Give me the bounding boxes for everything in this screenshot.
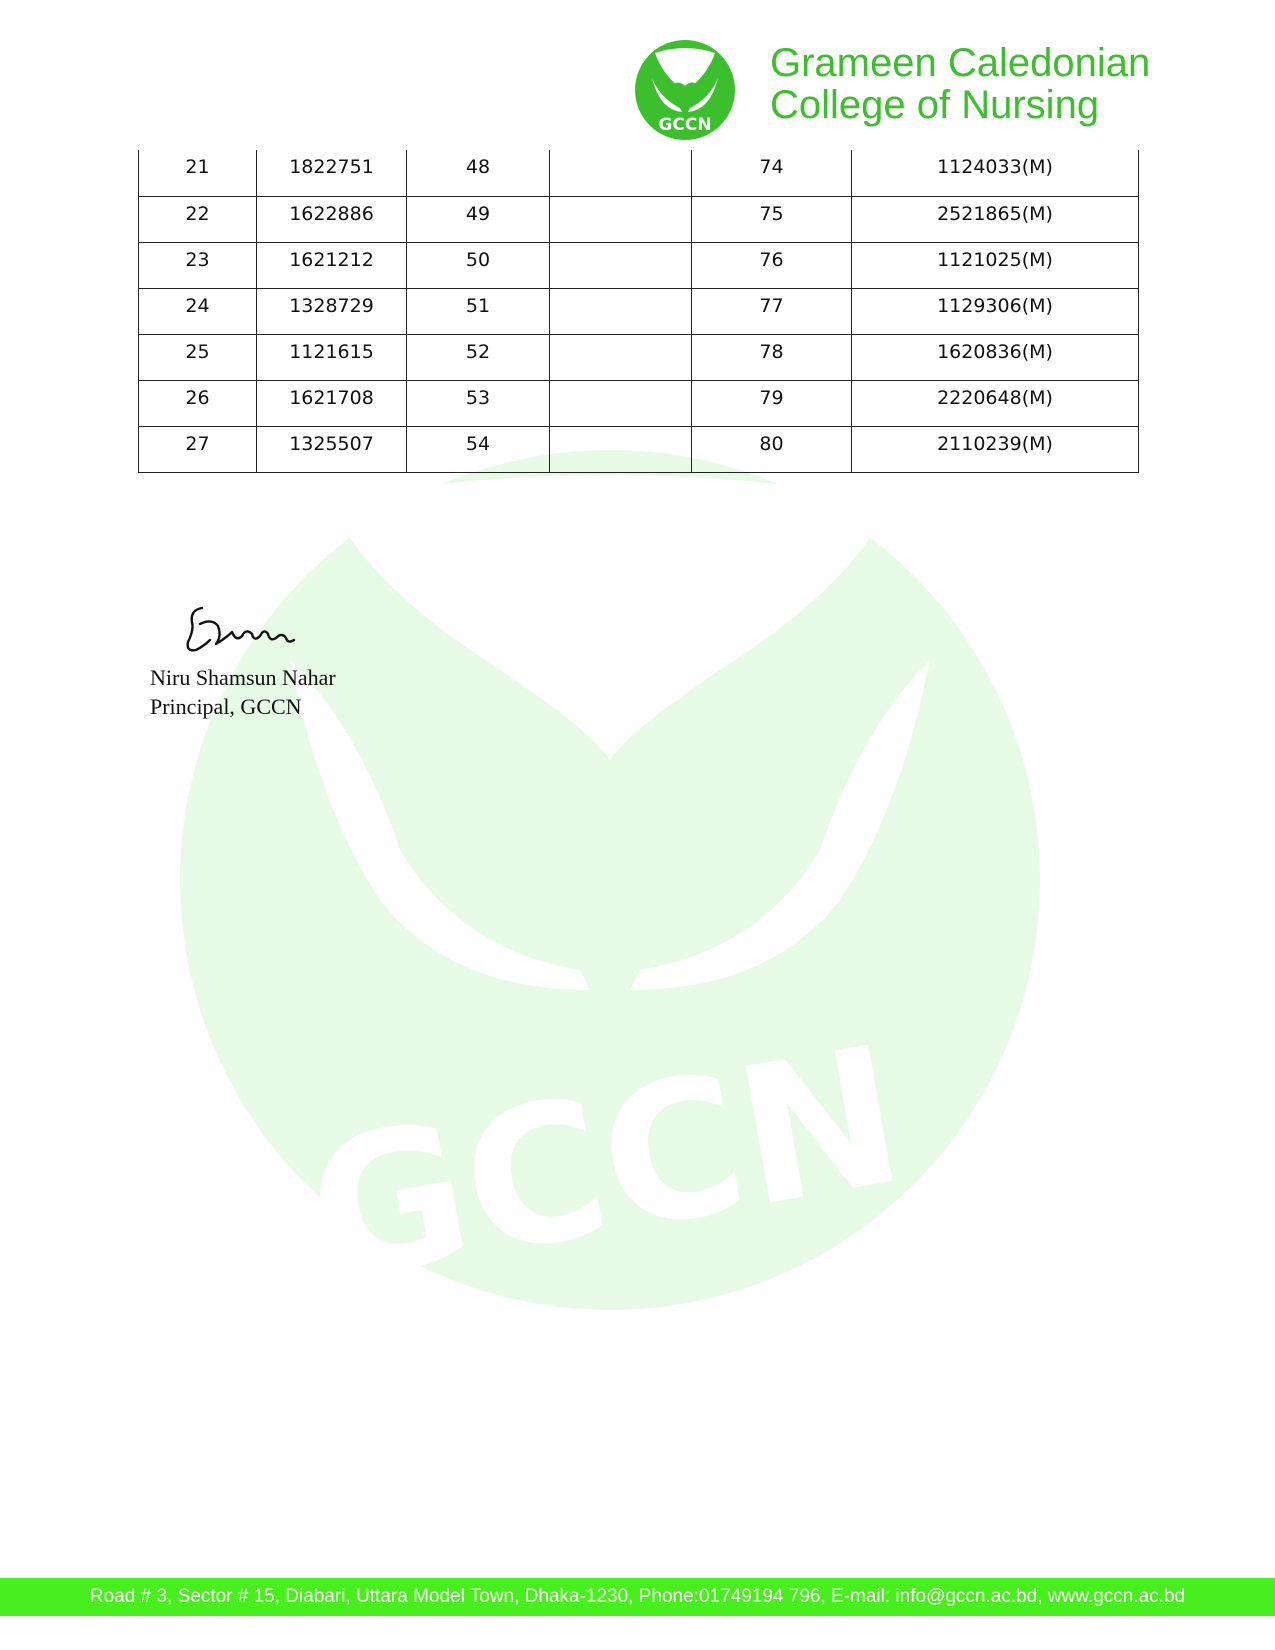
- table-cell: 1621212: [257, 242, 407, 288]
- table-cell: 1124033(M): [852, 150, 1139, 196]
- gccn-logo: [630, 38, 740, 142]
- footer-bar: [0, 1578, 1275, 1616]
- table-cell: 48: [407, 150, 550, 196]
- table-cell: 75: [692, 196, 852, 242]
- college-name: [770, 42, 1150, 126]
- table-cell: 2110239(M): [852, 426, 1139, 472]
- table-cell: 2220648(M): [852, 380, 1139, 426]
- table-cell: 54: [407, 426, 550, 472]
- table-cell: 1620836(M): [852, 334, 1139, 380]
- table-cell: 25: [139, 334, 257, 380]
- table-cell: 74: [692, 150, 852, 196]
- table-cell: 1621708: [257, 380, 407, 426]
- table-cell: 1325507: [257, 426, 407, 472]
- gccn-watermark-logo: [160, 430, 1060, 1330]
- table-cell: [550, 196, 692, 242]
- table-cell: [550, 426, 692, 472]
- table-cell: 52: [407, 334, 550, 380]
- table-cell: 77: [692, 288, 852, 334]
- table-cell: 80: [692, 426, 852, 472]
- table-cell: 1129306(M): [852, 288, 1139, 334]
- college-name-line2: College of Nursing: [770, 83, 1100, 127]
- table-cell: [550, 334, 692, 380]
- table-row: [139, 380, 1139, 426]
- table-cell: 21: [139, 150, 257, 196]
- table-cell: 23: [139, 242, 257, 288]
- roll-number-table: [138, 150, 1139, 473]
- table-cell: 78: [692, 334, 852, 380]
- college-name-line1: Grameen Caledonian: [770, 41, 1151, 85]
- footer-address: Road # 3, Sector # 15, Diabari, Uttara Model Town, Dhaka-1230, Phone:01749194 796, E-mail: info@gccn.ac.bd, www.gccn.ac.bd: [89, 1586, 1186, 1607]
- table-row: [139, 334, 1139, 380]
- table-cell: 1822751: [257, 150, 407, 196]
- table-cell: 76: [692, 242, 852, 288]
- logo-text: GCCN: [658, 115, 712, 135]
- table-row: [139, 242, 1139, 288]
- table-cell: 53: [407, 380, 550, 426]
- principal-signature: [182, 600, 300, 662]
- table-cell: 26: [139, 380, 257, 426]
- table-cell: 49: [407, 196, 550, 242]
- table-cell: 1121025(M): [852, 242, 1139, 288]
- table-cell: [550, 150, 692, 196]
- table-cell: 50: [407, 242, 550, 288]
- table-cell: 24: [139, 288, 257, 334]
- table-cell: 1121615: [257, 334, 407, 380]
- table-cell: 1622886: [257, 196, 407, 242]
- watermark-text: GCCN: [293, 1004, 918, 1326]
- signatory-title: Principal, GCCN: [150, 694, 302, 719]
- table-row: [139, 196, 1139, 242]
- table-cell: [550, 288, 692, 334]
- table-cell: [550, 242, 692, 288]
- table-cell: [550, 380, 692, 426]
- table-row: [139, 426, 1139, 472]
- table-cell: 22: [139, 196, 257, 242]
- table-cell: 27: [139, 426, 257, 472]
- table-cell: 51: [407, 288, 550, 334]
- table-row: [139, 150, 1139, 196]
- table-cell: 79: [692, 380, 852, 426]
- table-cell: 2521865(M): [852, 196, 1139, 242]
- table-row: [139, 288, 1139, 334]
- signatory-name: Niru Shamsun Nahar: [150, 665, 336, 690]
- signatory-block: [150, 663, 336, 721]
- table-cell: 1328729: [257, 288, 407, 334]
